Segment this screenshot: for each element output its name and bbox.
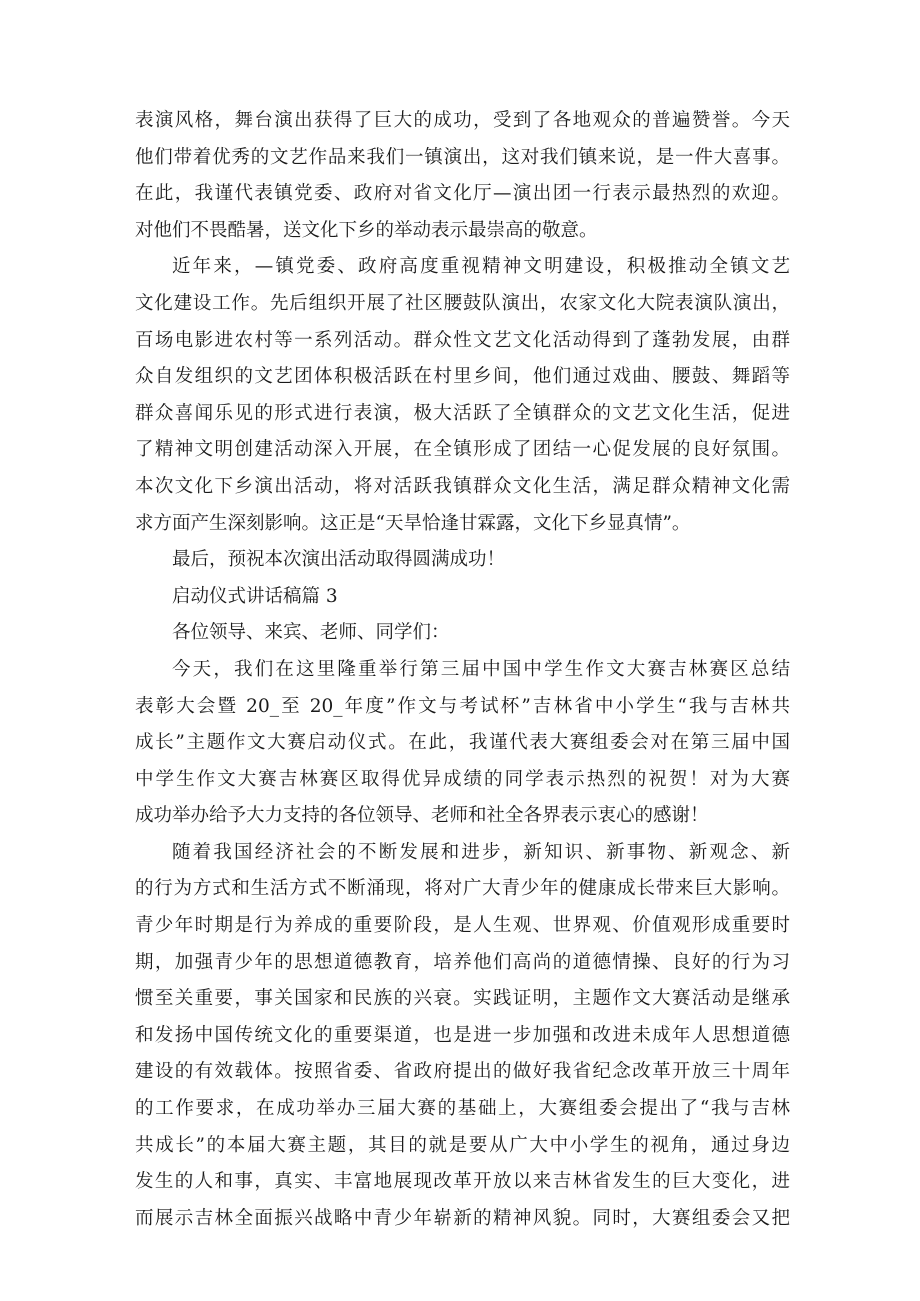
text-line: 表彰大会暨 20_至 20_年度”作文与考试杯”吉林省中小学生“我与吉林共	[135, 695, 790, 717]
text-line: 对他们不畏酷暑，送文化下乡的举动表示最崇高的敬意。	[135, 219, 598, 241]
text-line: 期，加强青少年的思想道德教育，培养他们高尚的道德情操、良好的行为习	[135, 951, 790, 973]
text-line: 最后，预祝本次演出活动取得圆满成功！	[172, 549, 506, 571]
text-line: 在此，我谨代表镇党委、政府对省文化厅—演出团一行表示最热烈的欢迎。	[135, 183, 790, 205]
text-line: 共成长”的本届大赛主题，其目的就是要从广大中小学生的视角，通过身边	[135, 1134, 790, 1156]
text-line: 文化建设工作。先后组织开展了社区腰鼓队演出，农家文化大院表演队演出，	[135, 292, 790, 314]
text-line: 发生的人和事，真实、丰富地展现改革开放以来吉林省发生的巨大变化，进	[135, 1171, 790, 1193]
text-line: 求方面产生深刻影响。这正是“天旱恰逢甘霖露，文化下乡显真情”。	[135, 512, 691, 534]
text-line: 的行为方式和生活方式不断涌现，将对广大青少年的健康成长带来巨大影响。	[135, 878, 790, 900]
text-line: 众自发组织的文艺团体积极活跃在村里乡间，他们通过戏曲、腰鼓、舞蹈等	[135, 366, 790, 388]
text-line: 启动仪式讲话稿篇 3	[172, 585, 338, 607]
document-body	[135, 103, 790, 1237]
text-line: 中学生作文大赛吉林赛区取得优异成绩的同学表示热烈的祝贺！对为大赛	[135, 768, 790, 790]
text-line: 成功举办给予大力支持的各位领导、老师和社全各界表示衷心的感谢！	[135, 805, 709, 827]
text-line: 各位领导、来宾、老师、同学们：	[172, 622, 450, 644]
text-line: 百场电影进农村等一系列活动。群众性文艺文化活动得到了蓬勃发展，由群	[135, 329, 790, 351]
text-line: 建设的有效载体。按照省委、省政府提出的做好我省纪念改革开放三十周年	[135, 1061, 790, 1083]
text-line: 本次文化下乡演出活动，将对活跃我镇群众文化生活，满足群众精神文化需	[135, 475, 790, 497]
text-line: 而展示吉林全面振兴战略中青少年崭新的精神风貌。同时，大赛组委会又把	[135, 1207, 790, 1229]
text-line: 惯至关重要，事关国家和民族的兴衰。实践证明，主题作文大赛活动是继承	[135, 988, 790, 1010]
text-line: 表演风格，舞台演出获得了巨大的成功，受到了各地观众的普遍赞誉。今天	[135, 110, 790, 131]
text-line: 群众喜闻乐见的形式进行表演，极大活跃了全镇群众的文艺文化生活，促进	[135, 402, 790, 424]
text-line: 了精神文明创建活动深入开展，在全镇形成了团结一心促发展的良好氛围。	[135, 439, 790, 461]
text-line: 青少年时期是行为养成的重要阶段，是人生观、世界观、价值观形成重要时	[135, 915, 790, 937]
text-line: 随着我国经济社会的不断发展和进步，新知识、新事物、新观念、新	[172, 841, 790, 863]
text-line: 今天，我们在这里隆重举行第三届中国中学生作文大赛吉林赛区总结	[172, 658, 790, 680]
text-line: 成长”主题作文大赛启动仪式。在此，我谨代表大赛组委会对在第三届中国	[135, 732, 790, 754]
text-line: 他们带着优秀的文艺作品来我们一镇演出，这对我们镇来说，是一件大喜事。	[135, 146, 790, 168]
text-line: 和发扬中国传统文化的重要渠道，也是进一步加强和改进未成年人思想道德	[135, 1024, 790, 1046]
text-line: 近年来，—镇党委、政府高度重视精神文明建设，积极推动全镇文艺	[172, 256, 790, 278]
text-line: 的工作要求，在成功举办三届大赛的基础上，大赛组委会提出了“我与吉林	[135, 1098, 790, 1120]
